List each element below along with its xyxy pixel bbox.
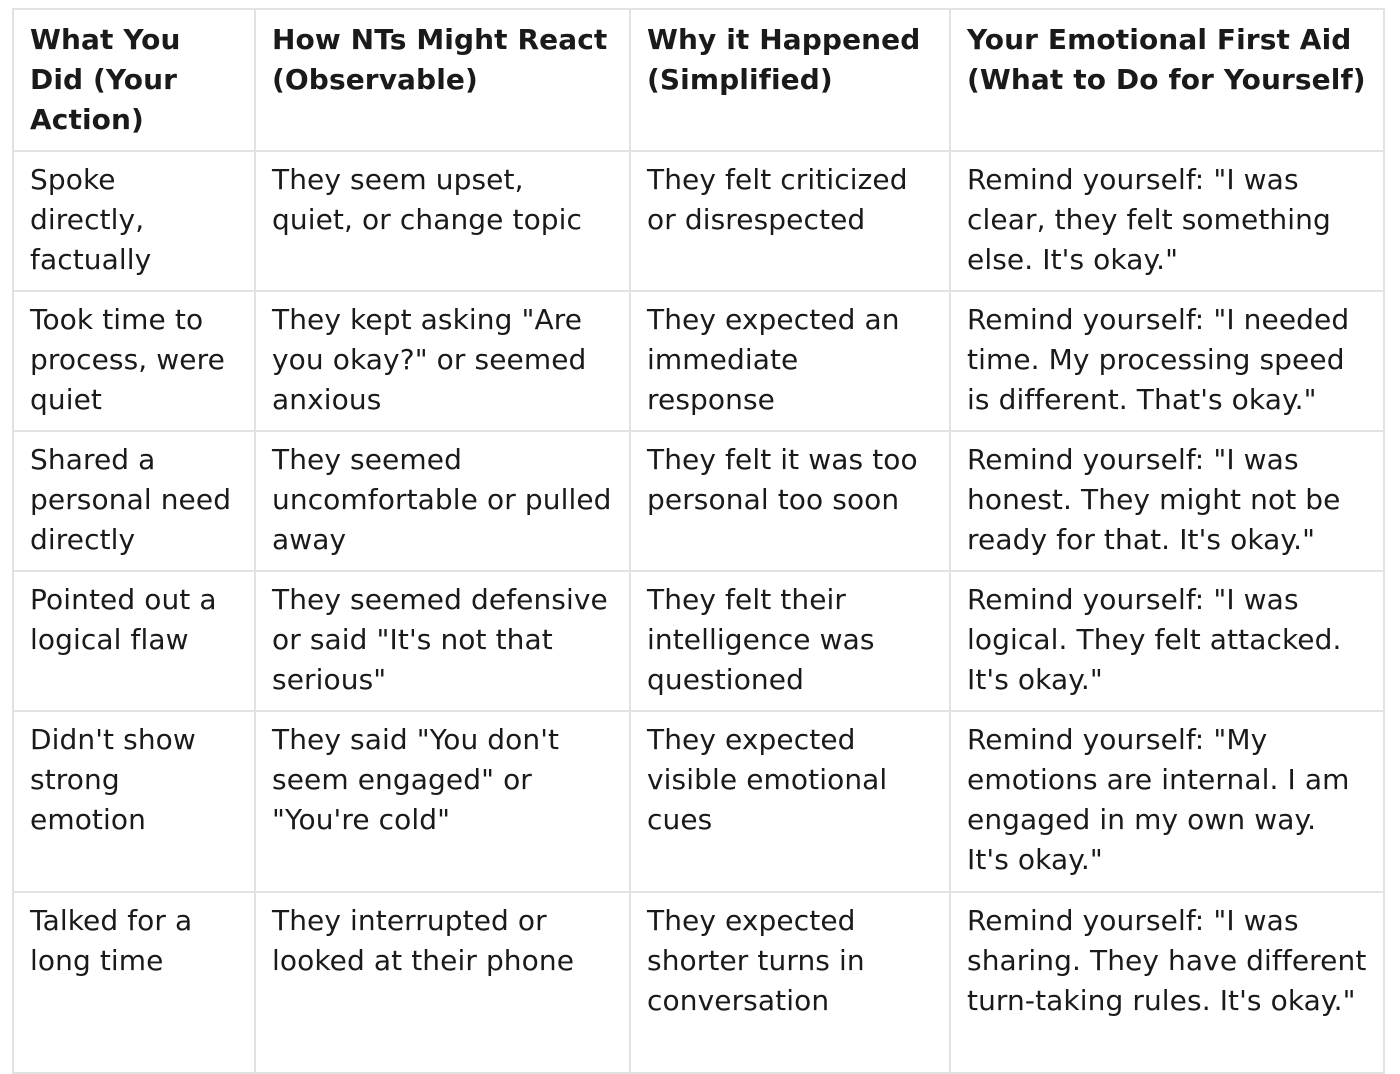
cell-emotional-first-aid: Remind yourself: "I was clear, they felt something else. It's okay." <box>950 151 1384 291</box>
table-row <box>13 892 1384 1073</box>
cell-emotional-first-aid: Remind yourself: "I was sharing. They have different turn-taking rules. It's okay." <box>950 892 1384 1073</box>
header-emotional-first-aid: Your Emotional First Aid (What to Do for Yourself) <box>950 9 1384 151</box>
table-row <box>13 571 1384 711</box>
emotional-first-aid-table <box>12 8 1385 1074</box>
cell-nt-reaction: They seemed uncomfortable or pulled away <box>255 431 630 571</box>
header-your-action: What You Did (Your Action) <box>13 9 255 151</box>
cell-your-action: Pointed out a logical flaw <box>13 571 255 711</box>
table-row <box>13 151 1384 291</box>
table-row <box>13 291 1384 431</box>
header-why-happened: Why it Happened (Simplified) <box>630 9 950 151</box>
cell-your-action: Shared a personal need directly <box>13 431 255 571</box>
cell-emotional-first-aid: Remind yourself: "I was logical. They felt attacked. It's okay." <box>950 571 1384 711</box>
cell-your-action: Talked for a long time <box>13 892 255 1073</box>
cell-nt-reaction: They said "You don't seem engaged" or "You're cold" <box>255 711 630 892</box>
table-header-row <box>13 9 1384 151</box>
cell-why-happened: They expected shorter turns in conversation <box>630 892 950 1073</box>
cell-your-action: Didn't show strong emotion <box>13 711 255 892</box>
cell-why-happened: They felt criticized or disrespected <box>630 151 950 291</box>
cell-emotional-first-aid: Remind yourself: "I was honest. They might not be ready for that. It's okay." <box>950 431 1384 571</box>
cell-your-action: Took time to process, were quiet <box>13 291 255 431</box>
cell-why-happened: They felt it was too personal too soon <box>630 431 950 571</box>
header-nt-reaction: How NTs Might React (Observable) <box>255 9 630 151</box>
cell-nt-reaction: They interrupted or looked at their phone <box>255 892 630 1073</box>
cell-nt-reaction: They kept asking "Are you okay?" or seemed anxious <box>255 291 630 431</box>
cell-your-action: Spoke directly, factually <box>13 151 255 291</box>
cell-nt-reaction: They seemed defensive or said "It's not that serious" <box>255 571 630 711</box>
cell-nt-reaction: They seem upset, quiet, or change topic <box>255 151 630 291</box>
table-row <box>13 711 1384 892</box>
cell-emotional-first-aid: Remind yourself: "I needed time. My processing speed is different. That's okay." <box>950 291 1384 431</box>
cell-emotional-first-aid: Remind yourself: "My emotions are internal. I am engaged in my own way. It's okay." <box>950 711 1384 892</box>
cell-why-happened: They expected an immediate response <box>630 291 950 431</box>
table-row <box>13 431 1384 571</box>
cell-why-happened: They felt their intelligence was questioned <box>630 571 950 711</box>
emotional-first-aid-table-container <box>12 8 1383 1074</box>
cell-why-happened: They expected visible emotional cues <box>630 711 950 892</box>
